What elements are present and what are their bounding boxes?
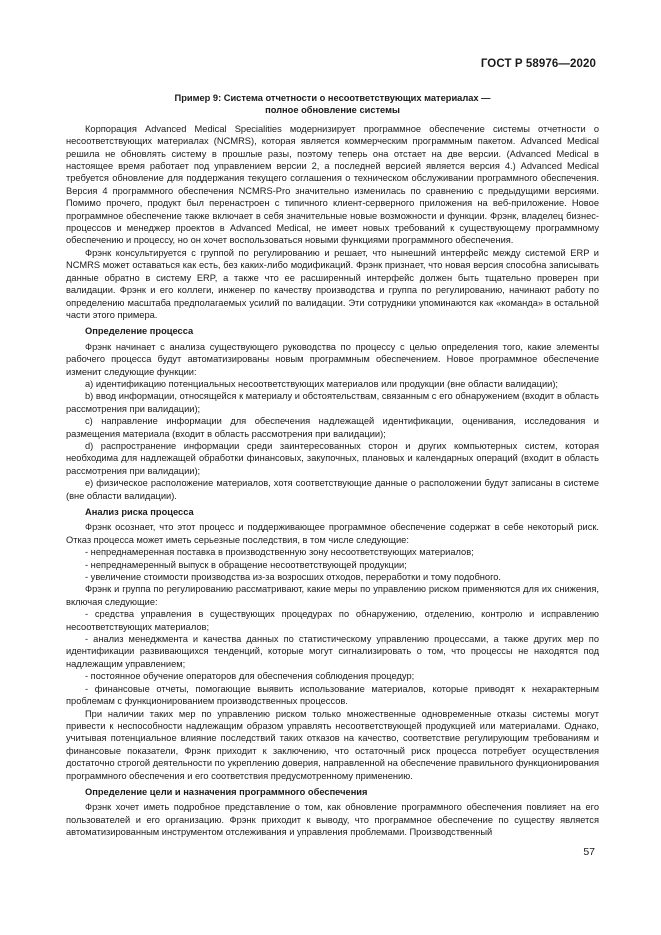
- section-heading-process-definition: Определение процесса: [85, 326, 194, 337]
- paragraph: При наличии таких мер по управлению риском только множественные одновременные отказы системы могут привести к неспособности надлежащим образом управлять несоответствующей продукцией или материалами. Однако, учитывая потенциальное влияние последствий таких отказов на качество, соответствие регулирующим требованиям и финансовые показатели, Фрэнк приходит к заключению, что остаточный риск процесса потребует осуществления достаточно строгой деятельности по укреплению доверия, направленной на обеспечение правильного функционирования программного обеспечения и его соответствия предусмотренному применению.: [66, 708, 599, 781]
- list-item: e) физическое расположение материалов, хотя соответствующие данные о расположении будут записаны в системе (вне области валидации).: [66, 478, 599, 501]
- intro-paragraph: Фрэнк консультируется с группой по регулированию и решает, что нынешний интерфейс между системой ERP и NCMRS может оставаться как есть, без каких-либо модификаций. Фрэнк признает, что новая версия способна записывать данные обратно в систему ERP, а также что ее расширенный интерфейс должен быть тщательно проверен при валидации. Фрэнк и его коллеги, инженер по качеству производства и группа по регулированию, начинают работу по определению масштаба предполагаемых усилий по валидации. Эти сотрудники упоминаются как «команда» в остальной части этого примера.: [66, 247, 599, 320]
- example-title-line-2: полное обновление системы: [265, 105, 400, 116]
- list-item: c) направление информации для обеспечения надлежащей идентификации, оценивания, исследования и размещения материала (входит в область рассмотрения при валидации);: [66, 416, 599, 439]
- paragraph: Фрэнк хочет иметь подробное представление о том, как обновление программного обеспечения повлияет на его пользователей и его организацию. Фрэнк приходит к выводу, что программное обеспечение по существу является автоматизированным инструментом отслеживания и управления проблемами. Производственный: [66, 802, 599, 838]
- example-title: [66, 92, 599, 117]
- section-heading-software-purpose: Определение цели и назначения программного обеспечения: [85, 786, 368, 797]
- page-content: [66, 92, 599, 839]
- section-heading-risk-analysis: Анализ риска процесса: [85, 507, 194, 517]
- list-item: - анализ менеджмента и качества данных по статистическому управлению процессами, а также других мер по идентификации развивающихся тенденций, которые могут сигнализировать о том, что процессы не находятся под надлежащим управлением;: [66, 634, 599, 669]
- page-number: 57: [583, 846, 595, 858]
- paragraph: Фрэнк и группа по регулированию рассматривают, какие меры по управлению риском применяются для их снижения, включая следующие:: [66, 584, 599, 607]
- list-item: - непреднамеренный выпуск в обращение несоответствующей продукции;: [85, 559, 407, 570]
- list-item: - непреднамеренная поставка в производственную зону несоответствующих материалов;: [85, 547, 474, 558]
- list-item: a) идентификацию потенциальных несоответствующих материалов или продукции (вне области валидации);: [85, 378, 559, 389]
- paragraph: Фрэнк осознает, что этот процесс и поддерживающее программное обеспечение содержат в себе некоторый риск. Отказ процесса может иметь серьезные последствия, в том числе следующие:: [66, 522, 599, 545]
- list-item: - средства управления в существующих процедурах по обнаружению, отделению, контролю и исправлению несоответствующих материалов;: [66, 609, 599, 632]
- list-item: d) распространение информации среди заинтересованных сторон и других компьютерных систем, которая необходима для надлежащей обработки финансовых, закупочных, плановых и календарных операций (входит в область рассмотрения при валидации);: [66, 440, 599, 476]
- standard-number: ГОСТ Р 58976—2020: [480, 58, 596, 70]
- list-item: b) ввод информации, относящейся к материалу и обстоятельствам, связанным с его обнаружением (входит в область рассмотрения при валидации);: [66, 391, 599, 414]
- list-item: - финансовые отчеты, помогающие выявить использование материалов, которые приводят к нехарактерным проблемам с функционированием производственных процессов.: [66, 683, 599, 707]
- list-item: - постоянное обучение операторов для обеспечения соблюдения процедур;: [85, 671, 415, 682]
- list-item: - увеличение стоимости производства из-за возросших отходов, переработки и тому подобного.: [85, 572, 502, 583]
- example-title-line-1: Пример 9: Система отчетности о несоответствующих материалах —: [174, 93, 491, 103]
- intro-paragraph: Корпорация Advanced Medical Specialities модернизирует программное обеспечение системы отчетности о несоответствующих материалах (NCMRS), которая является коммерческим программным пакетом. Advanced Medical решила не обновлять систему в прошлые разы, поэтому теперь она отстает на две версии. (Advanced Medical в настоящее время работает под управлением версии 2, а последней версией является версия 4.) Advanced Medical требуется обновление для поддержания текущего соглашения о техническом обслуживании программного обеспечения. Версия 4 программного обеспечения NCMRS-Pro значительно изменилась по сравнению с предыдущими версиями. Помимо прочего, продукт был перенастроен с типичного клиент-серверного приложения на веб-приложение. Новое программное обеспечение также включает в себя значительные новые возможности и функции. Фрэнк, владелец бизнес-процессов и менеджер проектов в Advanced Medical, не имеет новых требований к существующему программному обеспечению и процессу, но он хочет воспользоваться новыми функциями программного обеспечения.: [66, 123, 599, 246]
- paragraph: Фрэнк начинает с анализа существующего руководства по процессу с целью определения того, какие элементы рабочего процесса будут автоматизированы новым программным обеспечением. Новое программное обеспечение изменит следующие функции:: [66, 341, 599, 377]
